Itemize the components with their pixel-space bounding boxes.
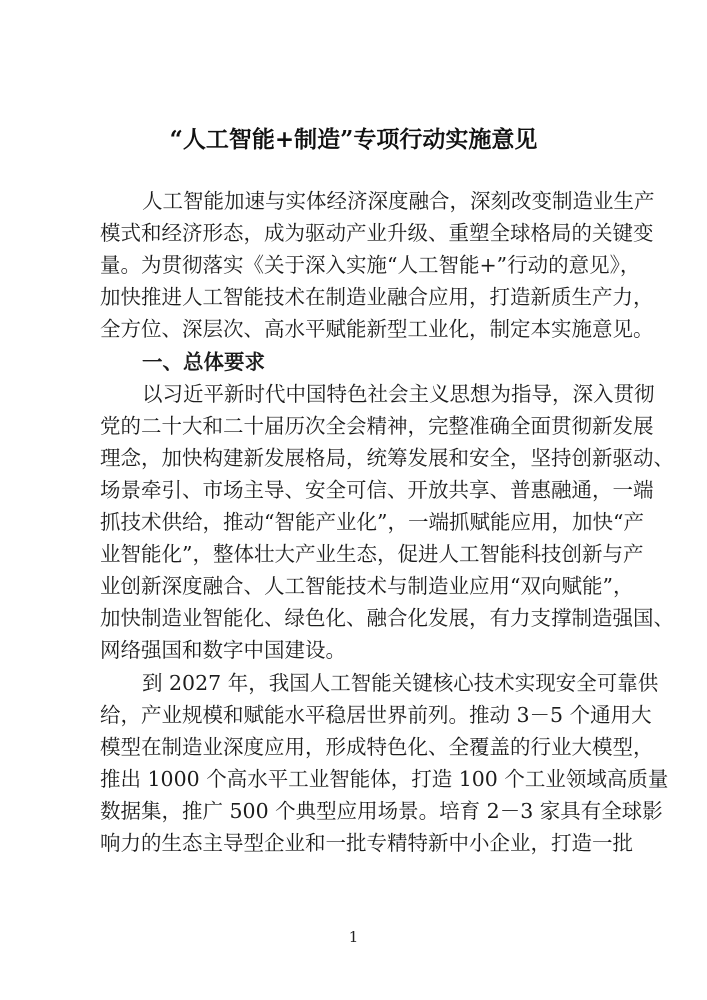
page-number: 1: [348, 928, 359, 946]
section-heading: 一、总体要求: [142, 349, 265, 374]
paragraph-line: 响力的生态主导型企业和一批专精特新中小企业，打造一批: [100, 831, 633, 855]
paragraph-line: 场景牵引、市场主导、安全可信、开放共享、普惠融通，一端: [100, 477, 654, 502]
paragraph-line: 加快推进人工智能技术在制造业融合应用，打造新质生产力，: [100, 285, 654, 310]
paragraph-line: 量。为贯彻落实《关于深入实施“人工智能+”行动的意见》，: [100, 253, 641, 278]
paragraph-line: 理念，加快构建新发展格局，统筹发展和安全，坚持创新驱动、: [100, 445, 674, 470]
paragraph-line: 人工智能加速与实体经济深度融合，深刻改变制造业生产: [142, 189, 655, 213]
paragraph-line: 网络强国和数字中国建设。: [100, 638, 346, 663]
paragraph-line: 给，产业规模和赋能水平稳居世界前列。推动 3－5 个通用大: [100, 702, 652, 727]
paragraph-line: 加快制造业智能化、绿色化、融合化发展，有力支撑制造强国、: [100, 606, 674, 631]
paragraph-line: 到 2027 年，我国人工智能关键核心技术实现安全可靠供: [142, 670, 659, 695]
paragraph-line: 推出 1000 个高水平工业智能体，打造 100 个工业领域高质量: [100, 766, 669, 791]
paragraph-line: 模式和经济形态，成为驱动产业升级、重塑全球格局的关键变: [100, 221, 654, 246]
paragraph-line: 以习近平新时代中国特色社会主义思想为指导，深入贯彻: [142, 381, 655, 406]
paragraph-line: 全方位、深层次、高水平赋能新型工业化，制定本实施意见。: [100, 317, 654, 342]
paragraph-line: 数据集，推广 500 个典型应用场景。培育 2－3 家具有全球影: [100, 798, 663, 823]
paragraph-line: 业智能化”，整体壮大产业生态，促进人工智能科技创新与产: [100, 542, 644, 567]
paragraph-line: 抓技术供给，推动“智能产业化”，一端抓赋能应用，加快“产: [100, 510, 644, 534]
paragraph-line: 党的二十大和二十届历次全会精神，完整准确全面贯彻新发展: [100, 413, 654, 438]
paragraph-line: 业创新深度融合、人工智能技术与制造业应用“双向赋能”，: [100, 574, 634, 599]
document-title: “人工智能+制造”专项行动实施意见: [169, 126, 538, 153]
paragraph-line: 模型在制造业深度应用，形成特色化、全覆盖的行业大模型，: [100, 734, 654, 759]
